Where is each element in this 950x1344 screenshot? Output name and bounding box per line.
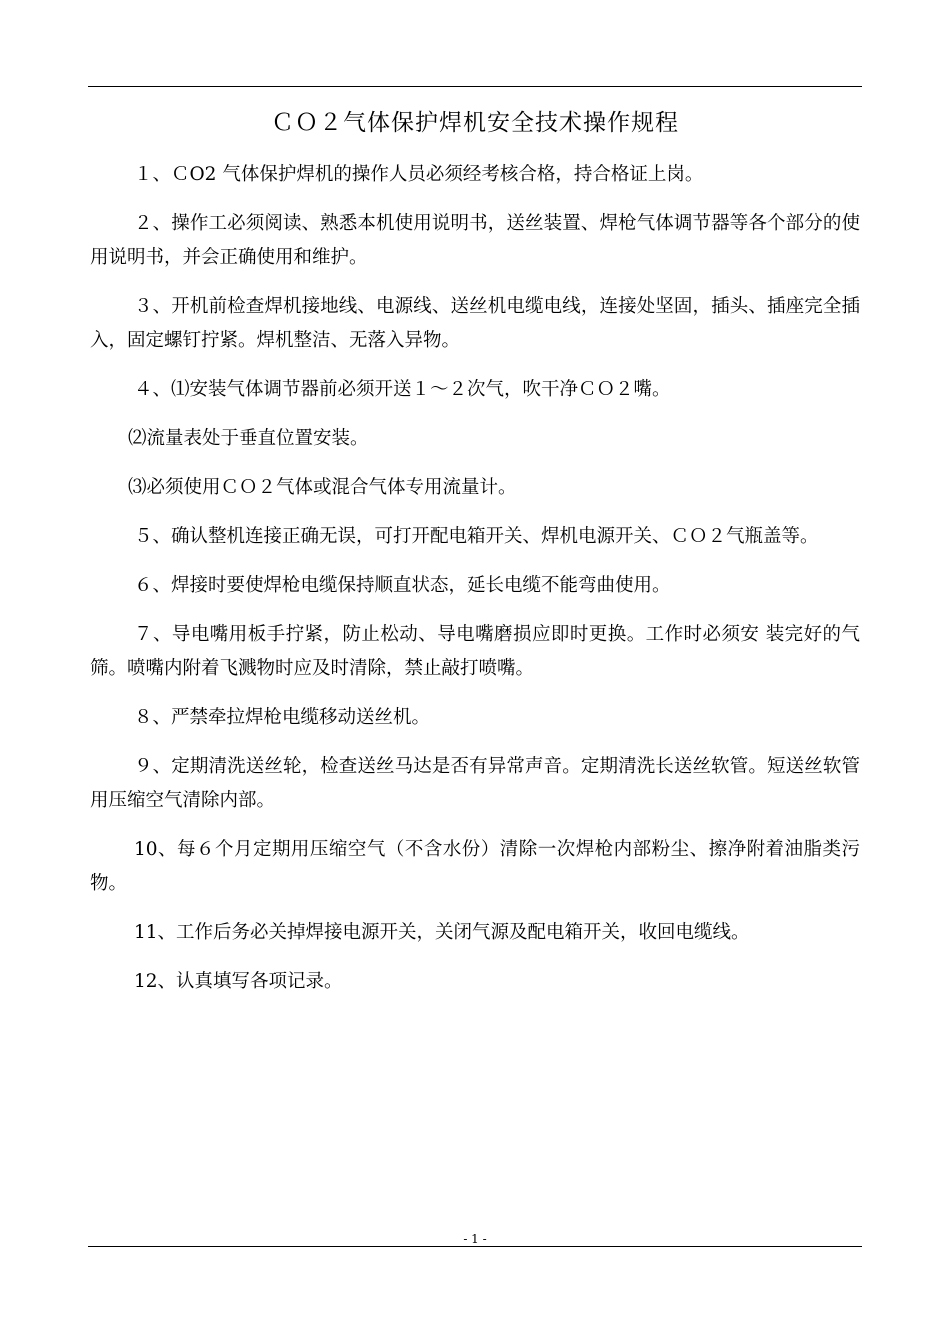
- document-body: [90, 158, 860, 1014]
- paragraph-9: ９、定期清洗送丝轮，检查送丝马达是否有异常声音。定期清洗长送丝软管。短送丝软管用压缩空气清除内部。: [90, 756, 860, 811]
- paragraph-8: ８、严禁牵拉焊枪电缆移动送丝机。: [134, 707, 431, 728]
- paragraph-4-item-3: ⑶必须使用ＣＯ２气体或混合气体专用流量计。: [128, 477, 517, 498]
- header-rule: [88, 86, 862, 87]
- paragraph-11: 11、工作后务必关掉焊接电源开关，关闭气源及配电箱开关，收回电缆线。: [134, 922, 750, 943]
- paragraph-6: ６、焊接时要使焊枪电缆保持顺直状态，延长电缆不能弯曲使用。: [134, 575, 671, 596]
- document-title: ＣＯ２气体保护焊机安全技术操作规程: [271, 110, 679, 136]
- paragraph-5: ５、确认整机连接正确无误，可打开配电箱开关、焊机电源开关、ＣＯ２气瓶盖等。: [134, 526, 819, 547]
- page-number: - 1 -: [463, 1232, 487, 1246]
- footer-rule: [88, 1246, 862, 1247]
- paragraph-2: ２、操作工必须阅读、熟悉本机使用说明书，送丝装置、焊枪气体调节器等各个部分的使用说明书，并会正确使用和维护。: [90, 213, 860, 268]
- paragraph-7: ７、导电嘴用板手拧紧，防止松动、导电嘴磨损应即时更换。工作时必须安 装完好的气筛。喷嘴内附着飞溅物时应及时清除，禁止敲打喷嘴。: [90, 624, 860, 679]
- paragraph-4-item-2: ⑵流量表处于垂直位置安装。: [128, 428, 369, 449]
- paragraph-10: 10、每６个月定期用压缩空气（不含水份）清除一次焊枪内部粉尘、擦净附着油脂类污物。: [90, 839, 860, 894]
- paragraph-1: １、ＣO2 气体保护焊机的操作人员必须经考核合格，持合格证上岗。: [134, 164, 704, 185]
- paragraph-3: ３、开机前检查焊机接地线、电源线、送丝机电缆电线，连接处坚固，插头、插座完全插入，固定螺钉拧紧。焊机整洁、无落入异物。: [90, 296, 860, 351]
- paragraph-12: 12、认真填写各项记录。: [134, 971, 343, 992]
- paragraph-4: ４、⑴安装气体调节器前必须开送１～２次气，吹干净ＣＯ２嘴。: [134, 379, 671, 400]
